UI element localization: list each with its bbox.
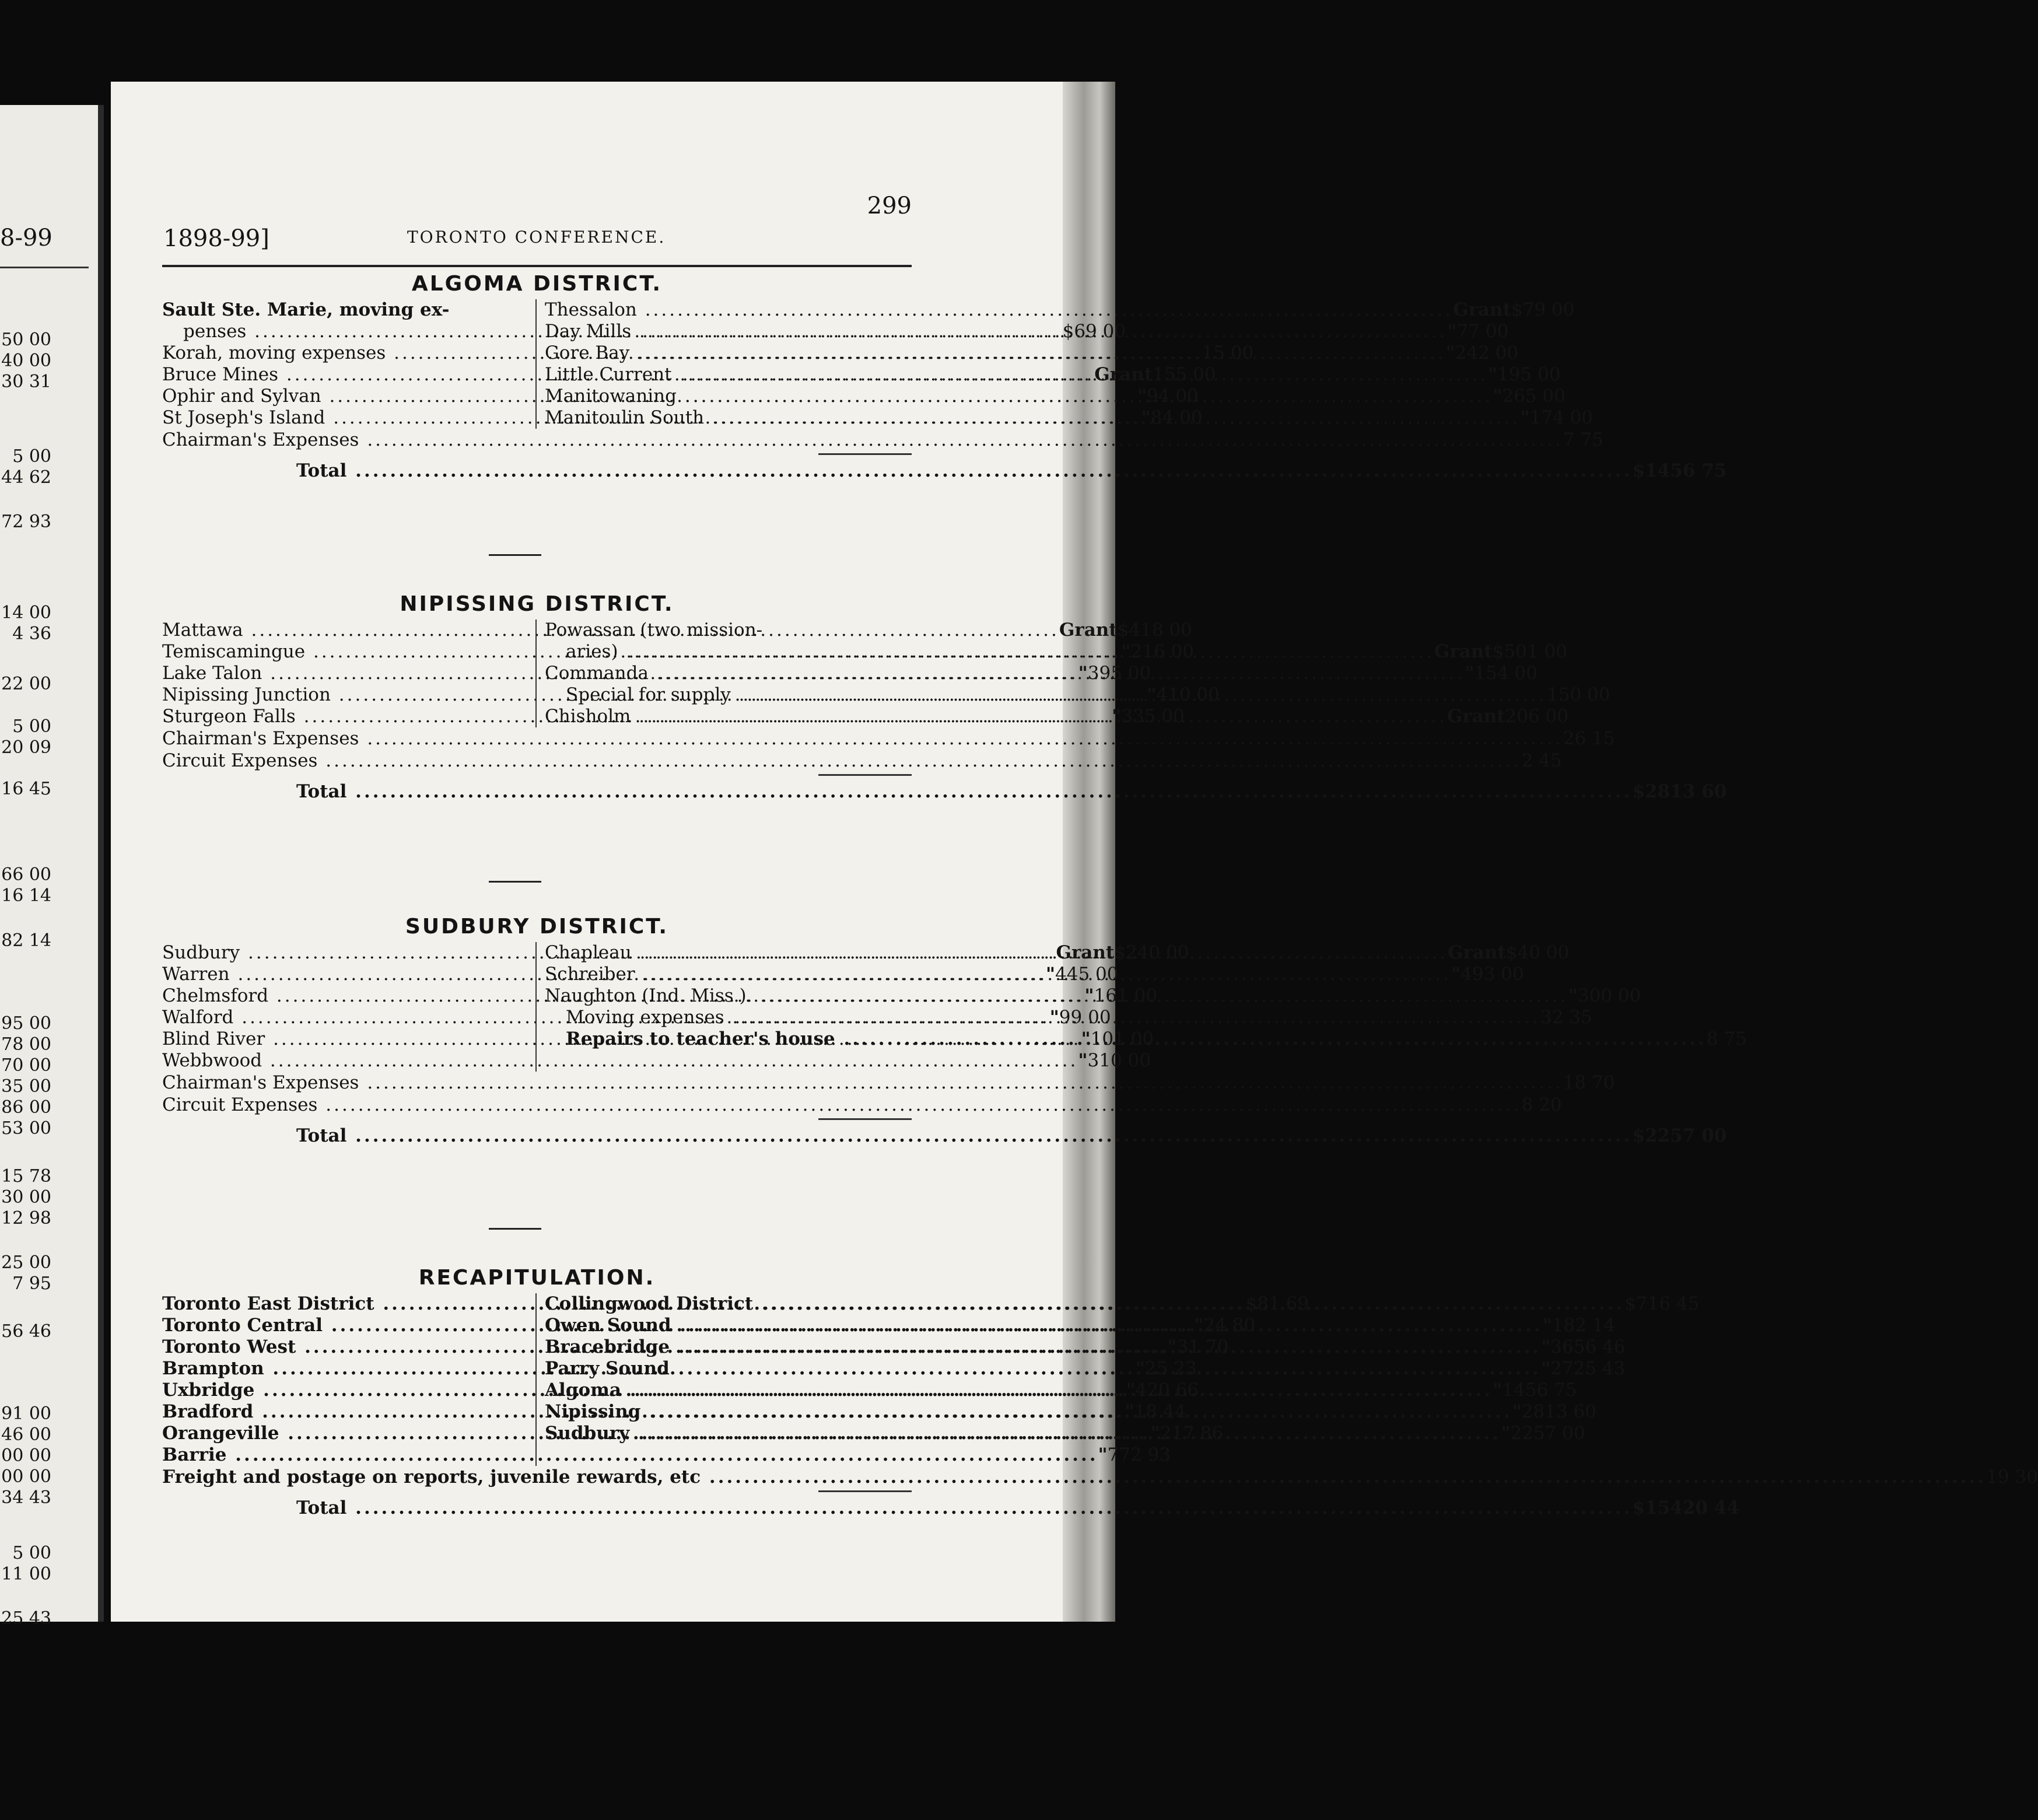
entry-label: Bracebridge ..... [545, 1336, 1541, 1358]
entry-label: Ophir and Sylvan ..... [162, 386, 1137, 407]
left-page-value: 35 00 [1, 1076, 51, 1097]
entry-mark: Grant [1447, 706, 1505, 727]
entry-amount: 310 00 [1087, 1050, 1151, 1071]
entry-mark: " [1568, 985, 1578, 1006]
entry-mark: " [1141, 407, 1151, 428]
entry-label: Algoma ..... [545, 1380, 1493, 1401]
entry-amount: 150 00 [1547, 684, 1610, 705]
entry-mark: Grant [1056, 942, 1115, 963]
entry-label: Chisholm ..... [545, 706, 1447, 727]
entry-mark: " [1520, 407, 1530, 428]
total-label: Total ..... [162, 1125, 1632, 1147]
expense-row [162, 1094, 1562, 1116]
entry-label: Brampton ..... [162, 1358, 1136, 1380]
expense-amount: 2 45 [1521, 750, 1562, 771]
entry-label: Blind River ..... [162, 1028, 1081, 1050]
entry-amount: 101 00 [1090, 1028, 1154, 1049]
entry-label: Barrie ..... [162, 1444, 1098, 1466]
expense-amount: 18 70 [1563, 1072, 1615, 1093]
expense-row [162, 727, 1615, 750]
entry-amount: 25 23 [1144, 1358, 1197, 1379]
entry-label: Thessalon ..... [545, 299, 1453, 321]
left-page-value: 56 46 [1, 1321, 51, 1342]
expense-row [162, 1072, 1615, 1094]
entry-amount: 395 00 [1087, 663, 1151, 684]
header-rule [162, 265, 912, 267]
entry-mark: " [1542, 1315, 1552, 1336]
entry-label: Gore Bay ..... [545, 342, 1446, 364]
entry-amount: $240 00 [1114, 942, 1189, 963]
left-page-value: 30 00 [1, 1187, 51, 1208]
entry-amount: 99 00 [1059, 1007, 1111, 1028]
entry-amount: 2813 60 [1521, 1401, 1596, 1422]
expense-amount: 8 20 [1521, 1094, 1562, 1115]
entry-mark: " [1451, 964, 1461, 985]
entry-label: Warren ..... [162, 964, 1046, 985]
entry-amount: 265 00 [1502, 386, 1566, 407]
entry-amount: 335 00 [1121, 706, 1185, 727]
entry-amount: $40 00 [1505, 942, 1570, 963]
district-title: ALGOMA DISTRICT. [411, 272, 663, 296]
entry-mark: " [1121, 641, 1131, 662]
entry-amount: $81 69 [1245, 1293, 1309, 1314]
left-page-value: 40 00 [1, 351, 51, 371]
entry-label: Sault Ste. Marie, moving ex- [162, 299, 450, 320]
left-page-value: 86 00 [1, 1097, 51, 1118]
left-page-value: 14 00 [1, 603, 51, 623]
sum-rule [818, 1490, 912, 1492]
total-row [162, 1125, 1727, 1147]
entry-amount: 154 00 [1474, 663, 1538, 684]
left-page-fragment [0, 105, 104, 1629]
entry-label: Temiscamingue ..... [162, 641, 1121, 663]
entry-amount: 206 00 [1505, 706, 1568, 727]
left-page-value: 25 43 [1, 1608, 51, 1629]
entry-label: St Joseph's Island ..... [162, 407, 1141, 429]
total-row [162, 780, 1727, 803]
entry-amount: 32 35 [1540, 1007, 1592, 1028]
total-row [162, 1497, 1739, 1519]
entry-label: Day Mills ..... [545, 321, 1447, 342]
entry-amount: 84 00 [1150, 407, 1203, 428]
entry-label: Repairs to teacher's house ..... [545, 1028, 1707, 1050]
sum-rule [818, 774, 912, 776]
sum-rule [818, 453, 912, 455]
district-title: SUDBURY DISTRICT. [405, 915, 669, 939]
sudbury-district-section [162, 915, 1747, 1147]
entry-row [545, 299, 1575, 321]
entry-amount: $418 00 [1117, 620, 1192, 640]
expense-label: Freight and postage on reports, juvenile rewards, etc ..... [162, 1466, 1986, 1488]
left-page-value: 5 00 [12, 446, 51, 467]
entry-label: Parry Sound ..... [545, 1358, 1541, 1380]
entry-label: Special for supply ..... [545, 684, 1547, 706]
total-label: Total ..... [162, 1497, 1632, 1519]
entry-label: Mattawa ..... [162, 620, 1059, 641]
entry-label: Toronto Central ..... [162, 1315, 1194, 1336]
entry-mark: " [1098, 1444, 1108, 1465]
entry-mark: " [1049, 1007, 1059, 1028]
entry-amount: 445 00 [1055, 964, 1119, 985]
left-page-rule [0, 267, 89, 268]
entry-amount: 8 75 [1706, 1028, 1747, 1049]
entry-label: Korah, moving expenses ..... [162, 342, 1202, 364]
sum-rule [818, 1118, 912, 1120]
entry-amount: 1456 75 [1502, 1380, 1577, 1401]
recapitulation-section [162, 1266, 2038, 1519]
entry-amount: $79 00 [1511, 299, 1575, 320]
district-title: RECAPITULATION. [418, 1266, 656, 1290]
entry-label: Bruce Mines ..... [162, 364, 1094, 386]
entry-amount: $69 00 [1062, 321, 1126, 342]
entry-label: Uxbridge ..... [162, 1380, 1126, 1401]
entry-mark: " [1125, 1401, 1134, 1422]
entry-label: Nipissing ..... [545, 1401, 1512, 1423]
entry-label: Powassan (two mission- [545, 620, 763, 640]
left-page-value: 82 14 [1, 930, 51, 951]
total-amount: $1456 75 [1632, 460, 1727, 481]
left-page-value: 5 00 [12, 1543, 51, 1563]
entry-label: Naughton (Ind. Miss.). ..... [545, 985, 1568, 1007]
entry-amount: $501 00 [1492, 641, 1567, 662]
expense-row [162, 1466, 2038, 1488]
expense-row [162, 750, 1562, 772]
entry-amount: 420 66 [1135, 1380, 1199, 1401]
total-label: Total ..... [162, 780, 1632, 803]
entry-label: penses ..... [162, 321, 1063, 342]
expense-row [162, 429, 1603, 451]
section-separator [489, 881, 541, 883]
left-page-value: 15 78 [1, 1166, 51, 1186]
nipissing-district-section [162, 592, 1727, 803]
entry-mark: " [1081, 1028, 1091, 1049]
entry-amount: 94 00 [1147, 386, 1199, 407]
running-header [162, 192, 912, 252]
entry-mark: " [1078, 1050, 1088, 1071]
entry-mark: Grant [1434, 641, 1493, 662]
left-page-value: 46 00 [1, 1424, 51, 1445]
entry-label: Chapleau ..... [545, 942, 1448, 964]
entry-mark: " [1445, 342, 1455, 363]
entry-mark: Grant [1059, 620, 1118, 640]
district-columns [162, 299, 1594, 429]
entry-label: Commanda ..... [545, 663, 1465, 684]
left-page-value: 11 00 [1, 1564, 51, 1584]
left-page-value: 4 36 [12, 624, 51, 644]
entry-label: Sudbury ..... [545, 1423, 1501, 1444]
left-page-value: 91 00 [1, 1404, 51, 1424]
entry-label: Lake Talon ..... [162, 663, 1078, 684]
entry-row [545, 620, 906, 641]
left-page-value: 12 98 [1, 1208, 51, 1228]
header-title: TORONTO CONFERENCE. [407, 228, 666, 247]
entry-amount: 217 86 [1160, 1423, 1224, 1444]
left-page-value: 00 00 [1, 1466, 51, 1487]
left-page-value: 16 45 [1, 779, 51, 799]
left-page-value: 70 00 [1, 1055, 51, 1076]
left-page-header: 8-99 [0, 225, 52, 251]
left-page-value: 00 00 [1, 1446, 51, 1466]
entry-amount: 242 00 [1455, 342, 1519, 363]
entry-label: Manitowaning ..... [545, 386, 1493, 407]
entry-amount: 493 00 [1461, 964, 1524, 985]
entry-label: Schreiber ..... [545, 964, 1451, 985]
entry-amount: 31 70 [1176, 1336, 1229, 1357]
expense-label: Chairman's Expenses ..... [162, 1072, 1563, 1094]
total-amount: $15420 44 [1632, 1497, 1739, 1518]
entry-amount: 772 93 [1107, 1444, 1171, 1465]
left-page-value: 72 93 [1, 512, 51, 532]
entry-amount: 195 00 [1497, 364, 1561, 385]
entry-mark: " [1084, 985, 1094, 1006]
entry-mark: " [1501, 1423, 1511, 1444]
entry-amount: 3656 46 [1550, 1336, 1626, 1357]
entry-label: Sudbury ..... [162, 942, 1056, 964]
entry-mark: " [1078, 663, 1088, 684]
entry-label: Owen Sound ..... [545, 1315, 1543, 1336]
entry-label: Sturgeon Falls ..... [162, 706, 1112, 727]
entry-mark: " [1487, 364, 1498, 385]
district-columns [162, 1293, 1700, 1466]
entry-label: Nipissing Junction ..... [162, 684, 1147, 706]
district-title: NIPISSING DISTRICT. [400, 592, 674, 616]
left-page-value: 50 00 [1, 330, 51, 350]
expense-amount: 26 15 [1563, 728, 1615, 749]
entry-amount: 2257 00 [1510, 1423, 1585, 1444]
entry-amount: 24 80 [1203, 1315, 1255, 1336]
entry-mark: " [1194, 1315, 1204, 1336]
left-page-value: 7 95 [12, 1273, 51, 1294]
left-page-value: 95 00 [1, 1013, 51, 1034]
entry-mark: " [1512, 1401, 1522, 1422]
entry-mark: " [1045, 964, 1056, 985]
entry-label: Collingwood District ..... [545, 1293, 1624, 1315]
entry-label: Little Current ..... [545, 364, 1488, 386]
algoma-district-section [162, 272, 1727, 482]
section-separator [489, 554, 541, 556]
entry-amount: 216 00 [1130, 641, 1195, 662]
entry-mark: " [1137, 386, 1147, 407]
entry-amount: 77 00 [1456, 321, 1509, 342]
entry-mark: " [1126, 1380, 1136, 1401]
entry-row [162, 1444, 1171, 1466]
entry-label: Toronto West ..... [162, 1336, 1167, 1358]
expense-amount: 19 30 [1986, 1466, 2038, 1488]
entry-label: Webbwood ..... [162, 1050, 1078, 1072]
header-year: 1898-99] [163, 225, 269, 252]
expense-label: Circuit Expenses ..... [162, 750, 1522, 772]
entry-mark: Grant [1453, 299, 1511, 320]
expense-label: Circuit Expenses ..... [162, 1094, 1522, 1116]
entry-amount: 410 00 [1156, 684, 1220, 705]
page-number: 299 [867, 192, 912, 219]
entry-mark: Grant [1094, 364, 1153, 385]
entry-amount: 161 00 [1094, 985, 1157, 1006]
entry-amount: 155 00 [1153, 364, 1216, 385]
entry-mark: " [1150, 1423, 1160, 1444]
section-separator [489, 1228, 541, 1230]
entry-amount: 300 00 [1577, 985, 1641, 1006]
left-page-value: 30 31 [1, 372, 51, 392]
left-page-value: 66 00 [1, 864, 51, 885]
left-page-value: 5 00 [12, 716, 51, 737]
entry-mark: " [1147, 684, 1157, 705]
expense-amount: 7 75 [1563, 429, 1603, 450]
entry-mark: " [1447, 321, 1457, 342]
district-columns [162, 620, 1610, 727]
entry-mark: " [1493, 1380, 1503, 1401]
entry-label: Walford ..... [162, 1007, 1050, 1028]
left-page-value: 20 09 [1, 737, 51, 758]
left-page-value: 22 00 [1, 674, 51, 694]
entry-label: Orangeville ..... [162, 1423, 1150, 1444]
entry-mark: Grant [1447, 942, 1506, 963]
left-page-value: 44 62 [1, 467, 51, 488]
entry-amount: 174 00 [1529, 407, 1594, 428]
left-page-value: 78 00 [1, 1034, 51, 1055]
entry-label: Bradford ..... [162, 1401, 1125, 1423]
entry-amount: 2725 43 [1550, 1358, 1626, 1379]
expense-label: Chairman's Expenses ..... [162, 429, 1563, 451]
entry-mark: " [1167, 1336, 1177, 1357]
total-amount: $2257 00 [1632, 1125, 1727, 1146]
total-label: Total ..... [162, 460, 1632, 482]
left-page-value: 16 14 [1, 886, 51, 906]
entry-amount: 15 00 [1202, 342, 1254, 363]
total-amount: $2813 60 [1632, 781, 1727, 802]
entry-mark: " [1540, 1358, 1551, 1379]
entry-label: Toronto East District ..... [162, 1293, 1246, 1315]
left-page-value: 34 43 [1, 1488, 51, 1508]
expense-label: Chairman's Expenses ..... [162, 727, 1563, 750]
entry-row [162, 299, 535, 321]
entry-amount: $716 45 [1624, 1293, 1700, 1314]
total-row [162, 460, 1727, 482]
entry-mark: " [1135, 1358, 1145, 1379]
district-columns [162, 942, 1747, 1072]
left-page-value: 25 00 [1, 1252, 51, 1273]
entry-row [162, 1050, 1151, 1072]
left-page-value: 53 00 [1, 1118, 51, 1139]
entry-label: Moving expenses ..... [545, 1007, 1540, 1028]
entry-label: aries) ..... [545, 641, 1434, 663]
entry-mark: " [1465, 663, 1475, 684]
entry-amount: 182 14 [1552, 1315, 1616, 1336]
entry-label: Manitoulin South ..... [545, 407, 1520, 429]
entry-mark: " [1541, 1336, 1551, 1357]
entry-amount: 18 44 [1134, 1401, 1186, 1422]
entry-mark: " [1112, 706, 1122, 727]
entry-mark: " [1493, 386, 1503, 407]
entry-label: Chelmsford ..... [162, 985, 1084, 1007]
